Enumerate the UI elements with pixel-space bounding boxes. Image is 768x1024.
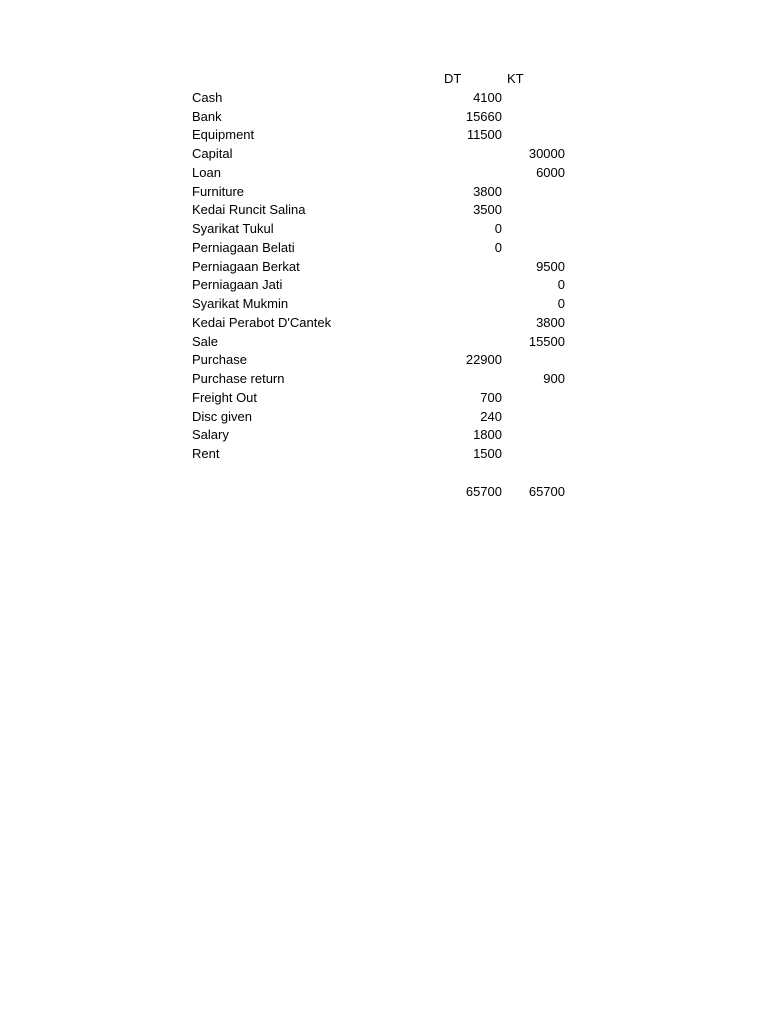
credit-amount: 900 <box>543 371 565 386</box>
debit-amount: 11500 <box>466 127 502 143</box>
debit-amount: 1500 <box>473 446 502 461</box>
credit-amount: 3800 <box>536 314 565 330</box>
account-name: Kedai Runcit Salina <box>192 202 306 218</box>
table-row <box>192 314 572 333</box>
debit-total: 65700 <box>465 483 502 499</box>
table-row <box>192 445 572 464</box>
account-name: Bank <box>192 108 222 124</box>
totals-row <box>192 483 572 502</box>
table-row <box>192 276 572 295</box>
account-name: Furniture <box>192 183 245 199</box>
account-name: Perniagaan Belati <box>192 239 295 255</box>
account-name: Capital <box>192 146 233 161</box>
account-name: Purchase return <box>192 371 285 386</box>
table-row <box>192 408 572 427</box>
table-row <box>192 426 572 445</box>
debit-column-header: DT <box>444 71 462 86</box>
table-row <box>192 351 572 370</box>
credit-amount: 6000 <box>536 164 565 180</box>
debit-amount: 1800 <box>473 427 502 443</box>
debit-amount: 22900 <box>465 352 502 368</box>
account-name: Purchase <box>192 352 247 368</box>
account-name: Perniagaan Jati <box>192 277 283 293</box>
debit-amount: 700 <box>480 389 502 405</box>
debit-amount: 3500 <box>473 202 502 218</box>
table-row <box>192 389 572 408</box>
table-row <box>192 183 572 202</box>
account-name: Loan <box>192 164 221 180</box>
debit-amount: 0 <box>494 239 502 255</box>
account-name: Freight Out <box>192 389 258 405</box>
spacer-row <box>192 464 572 483</box>
account-name: Syarikat Tukul <box>192 221 274 236</box>
credit-amount: 0 <box>557 277 565 293</box>
trial-balance-table <box>192 70 572 501</box>
credit-amount: 9500 <box>536 258 565 274</box>
debit-amount: 4100 <box>473 89 502 105</box>
table-row <box>192 370 572 389</box>
table-row <box>192 108 572 127</box>
account-name: Disc given <box>192 408 252 424</box>
debit-amount: 3800 <box>473 183 502 199</box>
credit-amount: 15500 <box>528 333 565 349</box>
account-name: Kedai Perabot D'Cantek <box>192 314 332 330</box>
table-row <box>192 145 572 164</box>
account-name: Equipment <box>192 127 255 143</box>
table-row <box>192 295 572 314</box>
debit-amount: 15660 <box>465 108 502 124</box>
table-row <box>192 164 572 183</box>
table-row <box>192 258 572 277</box>
table-row <box>192 201 572 220</box>
table-row <box>192 220 572 239</box>
credit-column-header: KT <box>507 71 524 86</box>
account-name: Syarikat Mukmin <box>192 296 289 311</box>
account-name: Cash <box>192 89 223 105</box>
debit-amount: 0 <box>494 221 502 236</box>
header-row <box>192 70 572 89</box>
credit-amount: 0 <box>557 296 565 311</box>
account-name: Perniagaan Berkat <box>192 258 300 274</box>
account-name: Salary <box>192 427 229 443</box>
credit-total: 65700 <box>528 483 565 499</box>
account-name: Rent <box>192 446 220 461</box>
debit-amount: 240 <box>480 408 502 424</box>
table-row <box>192 333 572 352</box>
account-name: Sale <box>192 333 219 349</box>
table-row <box>192 239 572 258</box>
table-row <box>192 126 572 145</box>
credit-amount: 30000 <box>528 146 565 161</box>
table-row <box>192 89 572 108</box>
account-rows <box>192 89 572 464</box>
